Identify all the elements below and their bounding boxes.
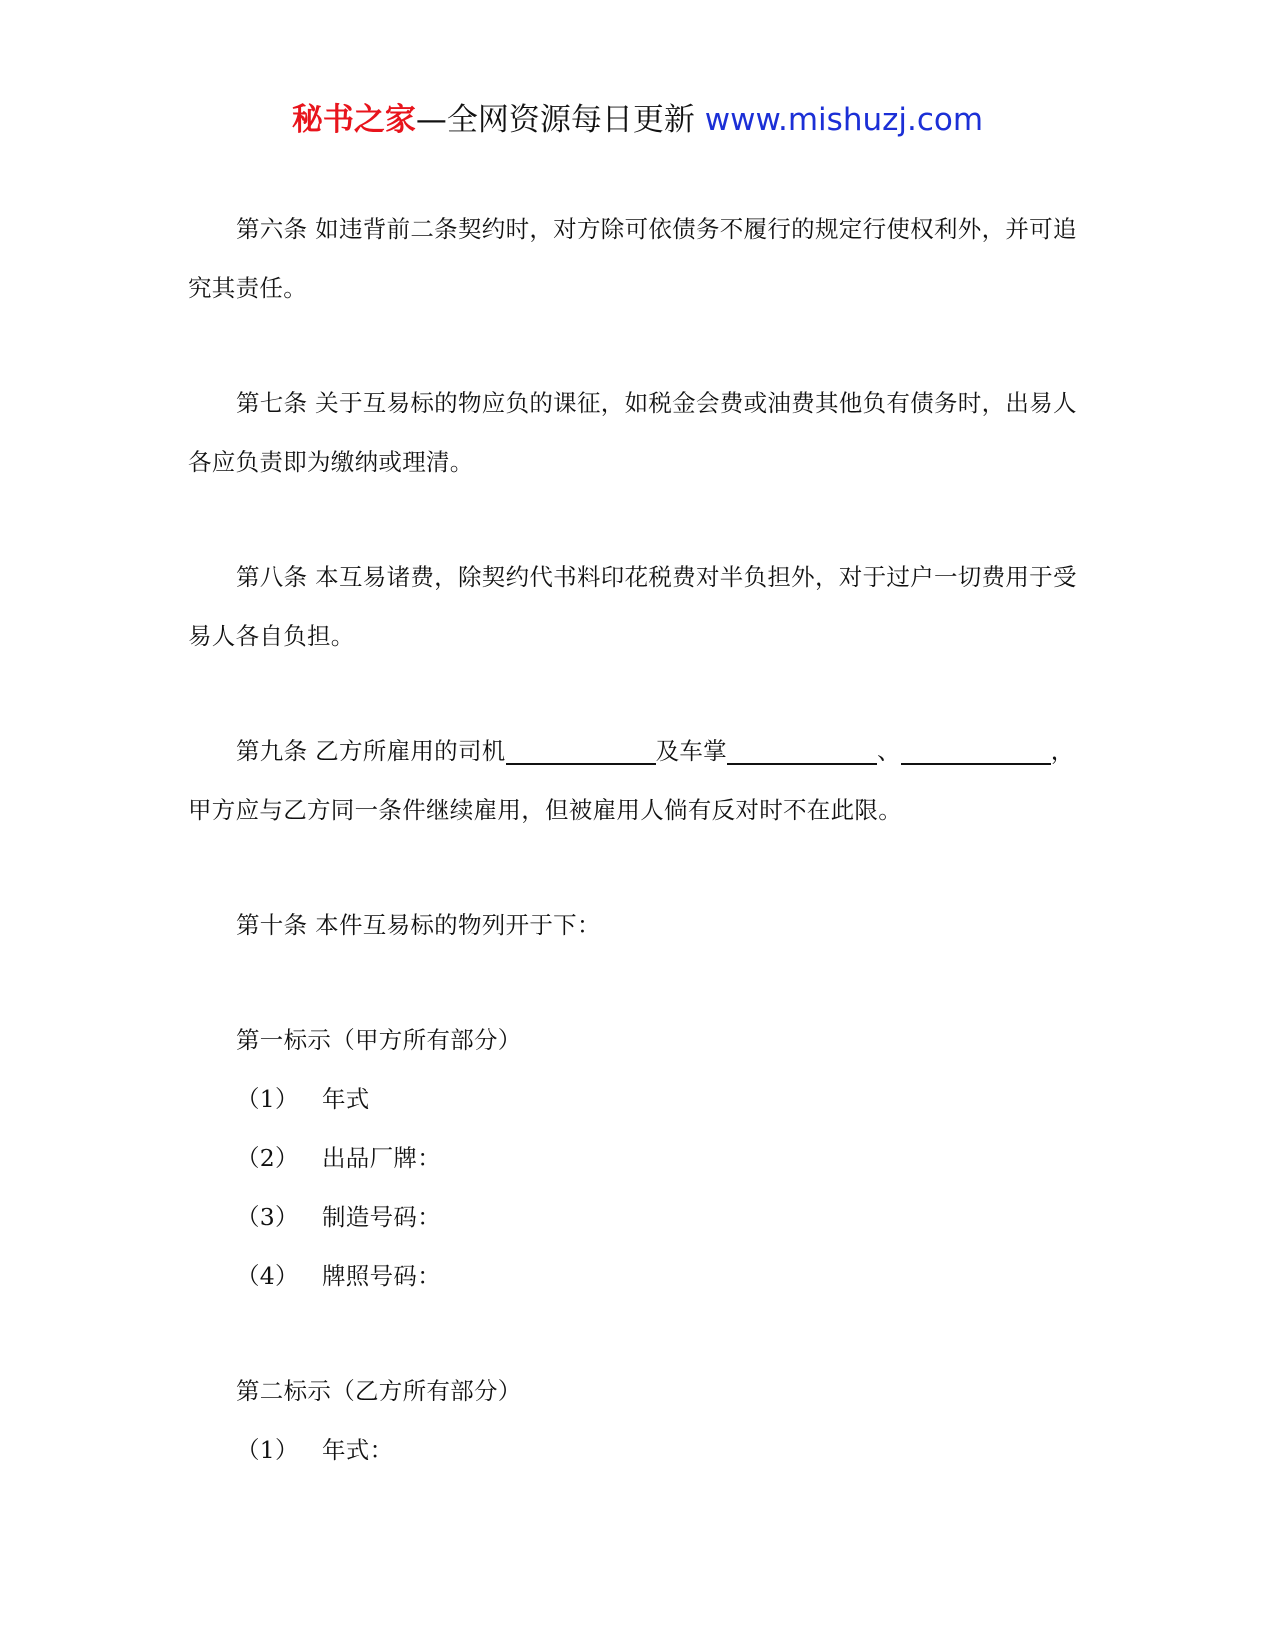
article-8: 第八条 本互易诸费，除契约代书料印花税费对半负担外，对于过户一切费用于受易人各自负担。 — [188, 563, 1077, 650]
item-label: 年式： — [322, 1436, 394, 1464]
item-number: （3） — [236, 1203, 299, 1231]
driver-blank — [506, 735, 656, 765]
brand-name: 秘书之家 — [291, 102, 416, 138]
section-2-title: 第二标示（乙方所有部分） — [236, 1377, 522, 1405]
item-label: 出品厂牌： — [322, 1144, 441, 1172]
section-gap — [188, 1306, 1088, 1362]
item-label: 年式 — [322, 1085, 370, 1113]
item-label: 牌照号码： — [322, 1262, 441, 1290]
article-10: 第十条 本件互易标的物列开于下： — [236, 911, 601, 939]
site-url-link[interactable]: www.mishuzj.com — [704, 102, 984, 138]
article-7: 第七条 关于互易标的物应负的课征，如税金会费或油费其他负有债务时，出易人各应负责即为缴纳或理清。 — [188, 389, 1077, 476]
item-number: （4） — [236, 1262, 299, 1290]
section-2-item-1 — [188, 1421, 1088, 1480]
item-number: （2） — [236, 1144, 299, 1172]
section-1-item-2 — [188, 1129, 1088, 1188]
article-9-text-3: 、 — [876, 737, 901, 765]
article-9-text-4: ，甲方应与乙方同一条件继续雇用，但被雇用人倘有反对时不在此限。 — [188, 737, 1075, 824]
item-number: （1） — [236, 1436, 299, 1464]
section-1-item-1 — [188, 1070, 1088, 1129]
document-body — [188, 200, 1088, 1480]
item-number: （1） — [236, 1085, 299, 1113]
page-header — [0, 100, 1275, 140]
conductor-blank-2 — [901, 735, 1051, 765]
header-slogan: —全网资源每日更新 — [415, 102, 695, 138]
article-9 — [188, 722, 1088, 840]
article-9-text-1: 第九条 乙方所雇用的司机 — [236, 737, 506, 765]
section-1-item-3 — [188, 1188, 1088, 1247]
item-label: 制造号码： — [322, 1203, 441, 1231]
article-6: 第六条 如违背前二条契约时，对方除可依债务不履行的规定行使权利外，并可追究其责任。 — [188, 215, 1077, 302]
conductor-blank-1 — [727, 735, 877, 765]
section-1-item-4 — [188, 1247, 1088, 1306]
section-1-title: 第一标示（甲方所有部分） — [236, 1026, 522, 1054]
article-9-text-2: 及车掌 — [655, 737, 727, 765]
